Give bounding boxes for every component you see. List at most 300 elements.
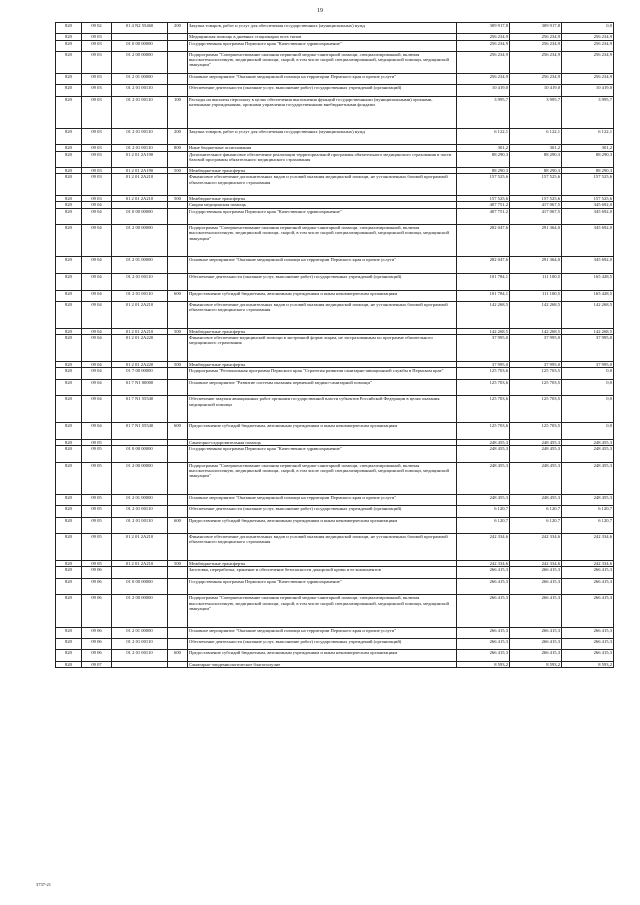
cell-expense-type — [168, 379, 188, 396]
cell-amount-3: 10 419,0 — [562, 85, 614, 96]
table-row — [56, 517, 614, 534]
cell-ministry-code: 820 — [56, 396, 82, 423]
cell-amount-1: 142 268,5 — [457, 301, 510, 328]
cell-target-article: 01 2 01 2A220 — [112, 335, 168, 362]
cell-description: Межбюджетные трансферты — [188, 196, 457, 202]
cell-amount-2: 157 525,6 — [510, 196, 562, 202]
cell-description: Государственная программа Пермского края "Качественное здравоохранение" — [188, 578, 457, 595]
cell-description: Скорая медицинская помощь — [188, 202, 457, 208]
table-row — [56, 661, 614, 667]
cell-ministry-code: 820 — [56, 561, 82, 567]
cell-amount-1: 248 455,3 — [457, 494, 510, 505]
cell-section-code: 09 03 — [82, 174, 112, 196]
cell-description: Обеспечение деятельности (оказание услуг, выполнение работ) государственных учреждений (организаций) — [188, 273, 457, 290]
cell-description: Обеспечение закупки авиационных работ органами государственной власти субъектов Российской Федерации в целях оказания медицинской помощи — [188, 396, 457, 423]
cell-ministry-code: 820 — [56, 423, 82, 440]
cell-ministry-code: 820 — [56, 85, 82, 96]
cell-target-article: 01 2 00 00000 — [112, 225, 168, 257]
cell-amount-1: 248 455,3 — [457, 439, 510, 445]
cell-target-article: 01 7 N1 55540 — [112, 396, 168, 423]
cell-amount-3: 3 995,7 — [562, 96, 614, 128]
cell-amount-3: 242 334,6 — [562, 561, 614, 567]
cell-amount-2: 10 419,0 — [510, 85, 562, 96]
cell-section-code: 09 04 — [82, 202, 112, 208]
cell-ministry-code: 820 — [56, 196, 82, 202]
cell-amount-2: 248 455,3 — [510, 446, 562, 463]
cell-section-code: 09 04 — [82, 396, 112, 423]
cell-target-article: 01 2 01 00110 — [112, 639, 168, 650]
cell-ministry-code: 820 — [56, 578, 82, 595]
table-row — [56, 40, 614, 51]
cell-amount-3: 345 692,0 — [562, 225, 614, 257]
cell-target-article: 01 7 N1 55540 — [112, 423, 168, 440]
budget-table — [55, 22, 614, 668]
cell-amount-1: 37 995,0 — [457, 335, 510, 362]
cell-expense-type — [168, 661, 188, 667]
cell-amount-2: 111 100,5 — [510, 273, 562, 290]
cell-expense-type — [168, 73, 188, 84]
cell-expense-type — [168, 595, 188, 627]
cell-amount-1: 407 751,2 — [457, 202, 510, 208]
cell-ministry-code: 820 — [56, 517, 82, 534]
cell-ministry-code: 820 — [56, 368, 82, 379]
cell-target-article: 01 2 01 00110 — [112, 85, 168, 96]
cell-target-article: 01 2 01 2A190 — [112, 168, 168, 174]
cell-section-code: 09 04 — [82, 328, 112, 334]
cell-target-article: 01 0 00 00000 — [112, 40, 168, 51]
cell-expense-type — [168, 627, 188, 638]
cell-amount-2: 266 415,3 — [510, 650, 562, 661]
table-row — [56, 506, 614, 517]
cell-amount-2: 6 120,7 — [510, 506, 562, 517]
cell-expense-type: 200 — [168, 23, 188, 34]
cell-description: Подпрограмма "Совершенствование оказания первичной медико-санитарной помощи, специализированной, включая высокотехнологичную, медицинской помощи, скорой, в том числе скорой специализированной, медицинской помощи, медицинской эвакуации" — [188, 51, 457, 73]
cell-ministry-code: 820 — [56, 567, 82, 578]
cell-target-article: 01 0 00 00000 — [112, 578, 168, 595]
cell-target-article: 01 0 00 00000 — [112, 446, 168, 463]
cell-description: Предоставление субсидий бюджетным, автономным учреждениям и иным некоммерческим организациям — [188, 650, 457, 661]
cell-amount-1: 101 784,1 — [457, 273, 510, 290]
cell-amount-1: 6 122,1 — [457, 128, 510, 145]
cell-amount-1: 125 703,6 — [457, 396, 510, 423]
cell-ministry-code: 820 — [56, 446, 82, 463]
cell-expense-type — [168, 567, 188, 578]
cell-amount-3: 6 120,7 — [562, 506, 614, 517]
table-row — [56, 462, 614, 494]
cell-section-code: 09 06 — [82, 595, 112, 627]
cell-amount-3: 142 268,5 — [562, 301, 614, 328]
cell-amount-3: 248 455,3 — [562, 494, 614, 505]
cell-amount-1: 8 593,2 — [457, 661, 510, 667]
cell-ministry-code: 820 — [56, 40, 82, 51]
cell-amount-2: 248 455,3 — [510, 494, 562, 505]
cell-amount-3: 0,0 — [562, 379, 614, 396]
table-row — [56, 23, 614, 34]
cell-description: Финансовое обеспечение дополнительных видов и условий оказания медицинской помощи, не установленных базовой программой обязательного медицинского страхования — [188, 301, 457, 328]
cell-description: Основное мероприятие "Оказание медицинской помощи на территории Пермского края и прочие услуги" — [188, 73, 457, 84]
table-row — [56, 379, 614, 396]
cell-ministry-code: 820 — [56, 328, 82, 334]
cell-amount-3: 37 995,0 — [562, 362, 614, 368]
table-row — [56, 151, 614, 168]
cell-ministry-code: 820 — [56, 225, 82, 257]
cell-target-article: 01 2 01 00110 — [112, 96, 168, 128]
cell-expense-type — [168, 446, 188, 463]
table-row — [56, 290, 614, 301]
cell-amount-1: 6 120,7 — [457, 517, 510, 534]
table-row — [56, 578, 614, 595]
cell-amount-1: 37 995,0 — [457, 362, 510, 368]
cell-amount-2: 157 525,6 — [510, 174, 562, 196]
cell-amount-2: 125 703,5 — [510, 368, 562, 379]
cell-amount-2: 37 995,0 — [510, 362, 562, 368]
cell-description: Финансовое обеспечение дополнительных видов и условий оказания медицинской помощи, не установленных базовой программой обязательного медицинского страхования — [188, 534, 457, 561]
cell-target-article: 01 2 01 2A210 — [112, 561, 168, 567]
cell-ministry-code: 820 — [56, 462, 82, 494]
cell-expense-type: 200 — [168, 128, 188, 145]
cell-amount-2: 242 334,6 — [510, 561, 562, 567]
cell-expense-type: 500 — [168, 196, 188, 202]
cell-description: Подпрограмма "Совершенствование оказания первичной медико-санитарной помощи, специализированной, включая высокотехнологичную, медицинской помощи, скорой, в том числе скорой специализированной, медицинской помощи, медицинской эвакуации" — [188, 595, 457, 627]
cell-amount-1: 242 334,6 — [457, 534, 510, 561]
table-row — [56, 423, 614, 440]
cell-description: Основное мероприятие "Оказание медицинской помощи на территории Пермского края и прочие услуги" — [188, 257, 457, 274]
cell-section-code: 09 05 — [82, 446, 112, 463]
cell-ministry-code: 820 — [56, 51, 82, 73]
cell-amount-1: 157 525,6 — [457, 174, 510, 196]
cell-expense-type — [168, 506, 188, 517]
cell-amount-2: 242 334,6 — [510, 534, 562, 561]
cell-ministry-code: 820 — [56, 506, 82, 517]
cell-section-code: 09 03 — [82, 128, 112, 145]
cell-amount-1: 266 415,3 — [457, 578, 510, 595]
cell-target-article: 01 2 01 2A220 — [112, 362, 168, 368]
cell-description: Предоставление субсидий бюджетным, автономным учреждениям и иным некоммерческим организациям — [188, 290, 457, 301]
cell-section-code: 09 05 — [82, 561, 112, 567]
cell-section-code: 09 06 — [82, 639, 112, 650]
cell-expense-type: 800 — [168, 145, 188, 151]
cell-ministry-code: 820 — [56, 335, 82, 362]
cell-description: Предоставление субсидий бюджетным, автономным учреждениям и иным некоммерческим организациям — [188, 423, 457, 440]
table-row — [56, 534, 614, 561]
cell-amount-1: 301,2 — [457, 145, 510, 151]
cell-ministry-code: 820 — [56, 34, 82, 40]
cell-description: Основное мероприятие "Развитие системы оказания первичной медико-санитарной помощи" — [188, 379, 457, 396]
cell-target-article: 01 2 01 2A210 — [112, 328, 168, 334]
table-row — [56, 494, 614, 505]
cell-amount-1: 266 415,3 — [457, 567, 510, 578]
cell-section-code: 09 04 — [82, 208, 112, 225]
cell-amount-1: 282 047,6 — [457, 225, 510, 257]
cell-amount-2: 88 290,3 — [510, 168, 562, 174]
cell-amount-2: 291 364,0 — [510, 225, 562, 257]
cell-description: Предоставление субсидий бюджетным, автономным учреждениям и иным некоммерческим организациям — [188, 517, 457, 534]
cell-amount-3: 266 415,3 — [562, 578, 614, 595]
cell-amount-2: 37 995,0 — [510, 335, 562, 362]
cell-amount-2: 125 703,5 — [510, 423, 562, 440]
cell-expense-type — [168, 368, 188, 379]
cell-ministry-code: 820 — [56, 379, 82, 396]
cell-amount-3: 165 428,5 — [562, 273, 614, 290]
cell-amount-2: 417 067,5 — [510, 208, 562, 225]
cell-section-code: 09 03 — [82, 73, 112, 84]
cell-amount-1: 6 120,7 — [457, 506, 510, 517]
cell-expense-type — [168, 639, 188, 650]
table-row — [56, 639, 614, 650]
cell-target-article: 01 2 00 00000 — [112, 462, 168, 494]
cell-description: Иные бюджетные ассигнования — [188, 145, 457, 151]
cell-section-code: 09 05 — [82, 517, 112, 534]
cell-amount-1: 266 415,3 — [457, 650, 510, 661]
cell-target-article: 01 2 01 2A210 — [112, 196, 168, 202]
cell-amount-1: 266 415,3 — [457, 595, 510, 627]
cell-section-code: 09 06 — [82, 650, 112, 661]
cell-target-article: 01 2 00 00000 — [112, 595, 168, 627]
cell-amount-3: 345 692,0 — [562, 257, 614, 274]
cell-ministry-code: 820 — [56, 128, 82, 145]
cell-ministry-code: 820 — [56, 96, 82, 128]
cell-amount-3: 88 290,3 — [562, 151, 614, 168]
cell-section-code: 09 05 — [82, 506, 112, 517]
cell-amount-3: 266 415,3 — [562, 627, 614, 638]
cell-target-article: 01 2 01 00000 — [112, 627, 168, 638]
table-row — [56, 96, 614, 128]
budget-table-body — [56, 23, 614, 668]
cell-target-article: 01 2 01 2A210 — [112, 301, 168, 328]
cell-amount-1: 256 234,9 — [457, 73, 510, 84]
cell-amount-3: 266 415,3 — [562, 595, 614, 627]
cell-section-code: 09 05 — [82, 462, 112, 494]
cell-expense-type: 600 — [168, 650, 188, 661]
cell-description: Заготовка, переработка, хранение и обеспечение безопасности донорской крови и ее компонентов — [188, 567, 457, 578]
cell-amount-2: 142 268,5 — [510, 328, 562, 334]
cell-target-article: 01 2 01 00110 — [112, 273, 168, 290]
table-row — [56, 368, 614, 379]
cell-expense-type — [168, 578, 188, 595]
cell-section-code: 09 04 — [82, 368, 112, 379]
cell-description: Обеспечение деятельности (оказание услуг, выполнение работ) государственных учреждений (организаций) — [188, 639, 457, 650]
cell-amount-1: 157 525,6 — [457, 196, 510, 202]
cell-section-code: 09 02 — [82, 23, 112, 34]
cell-amount-1: 256 234,9 — [457, 34, 510, 40]
cell-ministry-code: 820 — [56, 595, 82, 627]
cell-target-article: 01 2 01 00000 — [112, 257, 168, 274]
cell-description: Государственная программа Пермского края "Качественное здравоохранение" — [188, 40, 457, 51]
cell-section-code: 09 04 — [82, 362, 112, 368]
cell-section-code: 09 04 — [82, 290, 112, 301]
table-row — [56, 595, 614, 627]
table-row — [56, 51, 614, 73]
cell-amount-3: 242 334,6 — [562, 534, 614, 561]
cell-section-code: 09 04 — [82, 225, 112, 257]
table-row — [56, 335, 614, 362]
cell-section-code: 09 07 — [82, 661, 112, 667]
cell-ministry-code: 820 — [56, 273, 82, 290]
cell-expense-type: 600 — [168, 423, 188, 440]
cell-description: Санаторно-оздоровительная помощь — [188, 439, 457, 445]
cell-amount-3: 142 268,5 — [562, 328, 614, 334]
cell-amount-3: 256 234,9 — [562, 34, 614, 40]
cell-expense-type — [168, 225, 188, 257]
cell-target-article: 01 2 01 00000 — [112, 73, 168, 84]
cell-ministry-code: 820 — [56, 650, 82, 661]
cell-amount-3: 0,0 — [562, 423, 614, 440]
cell-amount-3: 37 995,0 — [562, 335, 614, 362]
cell-amount-3: 301,2 — [562, 145, 614, 151]
cell-target-article — [112, 661, 168, 667]
cell-description: Межбюджетные трансферты — [188, 362, 457, 368]
cell-description: Межбюджетные трансферты — [188, 561, 457, 567]
cell-amount-1: 88 290,3 — [457, 168, 510, 174]
cell-amount-2: 248 455,3 — [510, 439, 562, 445]
cell-amount-1: 142 268,5 — [457, 328, 510, 334]
cell-amount-2: 291 364,0 — [510, 257, 562, 274]
cell-description: Основное мероприятие "Оказание медицинской помощи на территории Пермского края и прочие услуги" — [188, 494, 457, 505]
cell-expense-type — [168, 273, 188, 290]
cell-amount-1: 10 419,0 — [457, 85, 510, 96]
cell-section-code: 09 03 — [82, 96, 112, 128]
cell-section-code: 09 03 — [82, 40, 112, 51]
cell-section-code: 09 06 — [82, 578, 112, 595]
cell-ministry-code: 820 — [56, 208, 82, 225]
cell-expense-type — [168, 534, 188, 561]
cell-amount-1: 309 917,8 — [457, 23, 510, 34]
cell-amount-3: 248 455,3 — [562, 462, 614, 494]
cell-expense-type: 500 — [168, 328, 188, 334]
cell-amount-3: 256 234,9 — [562, 73, 614, 84]
table-row — [56, 301, 614, 328]
cell-expense-type — [168, 208, 188, 225]
cell-amount-2: 417 067,5 — [510, 202, 562, 208]
table-row — [56, 225, 614, 257]
cell-target-article: 01 7 N1 00000 — [112, 379, 168, 396]
cell-target-article: 01 2 01 00110 — [112, 506, 168, 517]
cell-target-article: 01 0 00 00000 — [112, 208, 168, 225]
cell-section-code: 09 05 — [82, 439, 112, 445]
cell-description: Подпрограмма "Совершенствование оказания первичной медико-санитарной помощи, специализированной, включая высокотехнологичную, медицинской помощи, скорой, в том числе скорой специализированной, медицинской помощи, медицинской эвакуации" — [188, 225, 457, 257]
cell-amount-3: 6 120,7 — [562, 517, 614, 534]
cell-section-code: 09 04 — [82, 273, 112, 290]
table-row — [56, 650, 614, 661]
cell-amount-2: 256 234,9 — [510, 34, 562, 40]
cell-description: Закупка товаров, работ и услуг для обеспечения государственных (муниципальных) нужд — [188, 23, 457, 34]
cell-ministry-code: 820 — [56, 494, 82, 505]
cell-amount-1: 101 784,1 — [457, 290, 510, 301]
table-row — [56, 627, 614, 638]
cell-expense-type — [168, 85, 188, 96]
cell-amount-3: 248 455,3 — [562, 446, 614, 463]
cell-ministry-code: 820 — [56, 362, 82, 368]
cell-expense-type: 500 — [168, 168, 188, 174]
cell-description: Расходы на выплаты персоналу в целях обеспечения выполнения функций государственными (муниципальными) органами, казенными учреждениями, органами управления государственными внебюджетными фондами — [188, 96, 457, 128]
cell-ministry-code: 820 — [56, 23, 82, 34]
cell-amount-3: 345 692,0 — [562, 202, 614, 208]
cell-description: Обеспечение деятельности (оказание услуг, выполнение работ) государственных учреждений (организаций) — [188, 85, 457, 96]
cell-target-article: 01 2 01 2A190 — [112, 151, 168, 168]
cell-amount-2: 3 995,7 — [510, 96, 562, 128]
cell-amount-2: 301,2 — [510, 145, 562, 151]
cell-ministry-code: 820 — [56, 151, 82, 168]
table-row — [56, 273, 614, 290]
cell-amount-2: 6 120,7 — [510, 517, 562, 534]
cell-amount-1: 248 455,3 — [457, 446, 510, 463]
cell-expense-type — [168, 396, 188, 423]
cell-section-code: 09 03 — [82, 145, 112, 151]
cell-ministry-code: 820 — [56, 290, 82, 301]
cell-amount-1: 125 703,6 — [457, 423, 510, 440]
cell-description: Медицинская помощь в дневных стационарах всех типов — [188, 34, 457, 40]
cell-amount-3: 0,0 — [562, 23, 614, 34]
cell-target-article: 01 2 01 2A210 — [112, 534, 168, 561]
cell-amount-1: 125 703,6 — [457, 379, 510, 396]
cell-expense-type: 600 — [168, 290, 188, 301]
cell-amount-1: 282 047,6 — [457, 257, 510, 274]
cell-amount-3: 165 428,5 — [562, 290, 614, 301]
cell-target-article: 01 2 01 00110 — [112, 290, 168, 301]
cell-target-article: 01 4 N2 55460 — [112, 23, 168, 34]
table-row — [56, 73, 614, 84]
cell-amount-3: 256 234,9 — [562, 40, 614, 51]
cell-description: Дополнительное финансовое обеспечение реализации территориальной программы обязательного медицинского страхования в части базовой программы обязательного медицинского страхования — [188, 151, 457, 168]
cell-section-code: 09 04 — [82, 257, 112, 274]
cell-target-article: 01 2 01 00110 — [112, 650, 168, 661]
cell-ministry-code: 820 — [56, 174, 82, 196]
cell-target-article: 01 2 01 00110 — [112, 517, 168, 534]
cell-section-code: 09 03 — [82, 196, 112, 202]
cell-expense-type — [168, 335, 188, 362]
cell-ministry-code: 820 — [56, 534, 82, 561]
cell-amount-2: 256 234,9 — [510, 73, 562, 84]
cell-section-code: 09 04 — [82, 301, 112, 328]
cell-amount-2: 256 234,9 — [510, 40, 562, 51]
cell-description: Закупка товаров, работ и услуг для обеспечения государственных (муниципальных) нужд — [188, 128, 457, 145]
cell-amount-2: 111 100,5 — [510, 290, 562, 301]
cell-description: Подпрограмма "Региональная программа Пермского края "Стратегия развития санитарно-авиационной службы в Пермском крае" — [188, 368, 457, 379]
cell-amount-1: 88 290,3 — [457, 151, 510, 168]
cell-amount-2: 266 415,3 — [510, 627, 562, 638]
cell-ministry-code: 820 — [56, 202, 82, 208]
cell-expense-type: 500 — [168, 561, 188, 567]
cell-section-code: 09 04 — [82, 335, 112, 362]
cell-expense-type — [168, 51, 188, 73]
cell-section-code: 09 04 — [82, 423, 112, 440]
cell-ministry-code: 820 — [56, 145, 82, 151]
table-row — [56, 396, 614, 423]
cell-expense-type — [168, 494, 188, 505]
cell-amount-1: 266 415,3 — [457, 639, 510, 650]
cell-target-article: 01 2 00 00000 — [112, 51, 168, 73]
cell-target-article — [112, 567, 168, 578]
cell-amount-1: 125 703,6 — [457, 368, 510, 379]
cell-target-article: 01 2 01 00110 — [112, 145, 168, 151]
cell-description: Межбюджетные трансферты — [188, 328, 457, 334]
page-number: 19 — [317, 8, 323, 14]
cell-amount-2: 6 122,1 — [510, 128, 562, 145]
table-row — [56, 257, 614, 274]
cell-amount-3: 157 525,6 — [562, 174, 614, 196]
cell-amount-2: 125 703,5 — [510, 379, 562, 396]
table-row — [56, 174, 614, 196]
table-row — [56, 208, 614, 225]
cell-amount-3: 0,0 — [562, 396, 614, 423]
cell-amount-3: 157 525,6 — [562, 196, 614, 202]
cell-amount-3: 345 692,0 — [562, 208, 614, 225]
cell-section-code: 09 04 — [82, 379, 112, 396]
cell-amount-2: 266 415,3 — [510, 595, 562, 627]
table-row — [56, 85, 614, 96]
cell-amount-2: 266 415,3 — [510, 567, 562, 578]
cell-expense-type — [168, 151, 188, 168]
